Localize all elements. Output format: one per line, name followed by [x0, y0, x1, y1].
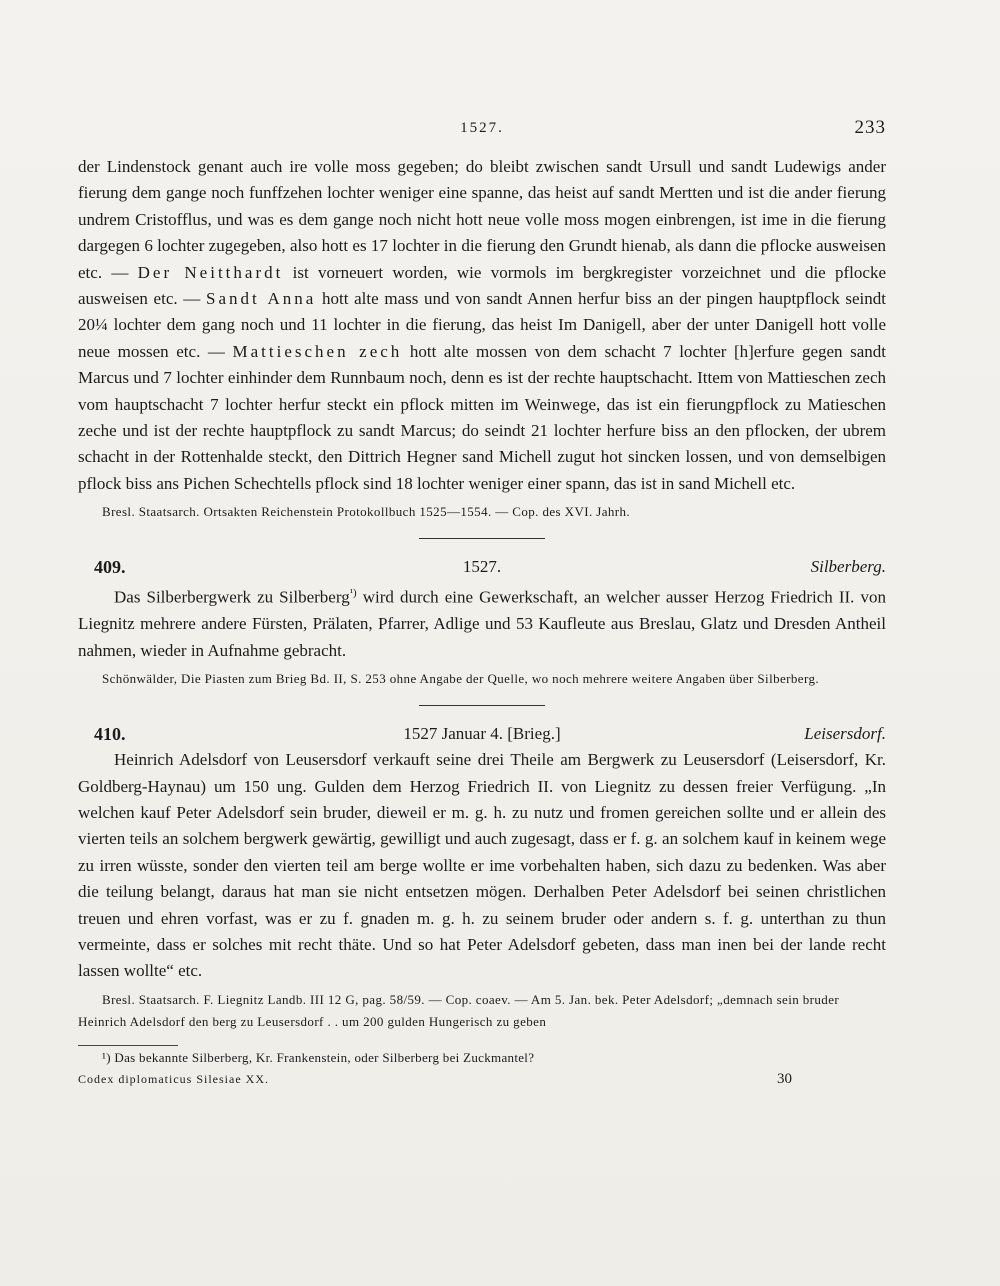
continuation-text: hott alte mass und von sandt Annen herfur biss an der pingen hauptpflock seindt 20¼ lochter dem gang noch und 11 lochter in die fierung, das heist Im Danigell, aber der unter Danigell hott volle neue mossen etc. — — [78, 289, 886, 361]
running-head — [78, 117, 886, 144]
continuation-paragraph — [78, 154, 886, 497]
document-date: 1527 Januar 4. [Brieg.] — [403, 724, 561, 744]
footnote-divider — [78, 1045, 178, 1046]
document-heading — [78, 554, 886, 580]
document-number: 410. — [94, 724, 126, 745]
document-number: 409. — [94, 557, 126, 578]
footnote-marker: ¹) — [349, 587, 357, 600]
document-place: Leisersdorf. — [804, 724, 886, 744]
regest-text: Das Silberbergwerk zu Silberberg — [114, 587, 350, 607]
document-regest: Heinrich Adelsdorf von Leusersdorf verkauft seine drei Theile am Bergwerk zu Leusersdorf (Leisersdorf, Kr. Goldberg-Haynau) um 150 ung. Gulden dem Herzog Friedrich II. von Liegnitz zu dessen freier Verfügung. „In welchen kauf Peter Adelsdorf sein bruder, dieweil er m. g. h. zu nutz und fromen gereichen sollte und er allein des vierten teils an solchem bergwerk gewärtig, gewilligt und auch zugesagt, dass er f. g. an solchem kauf in keinem wege zu irren wüsste, sonder den vierten teil am berge wollte er ime vorbehalten haben, sich dazu zu bedenken. Was aber die teilung belangt, daraus hat man sie nicht entsetzen mögen. Derhalben Peter Adelsdorf bei seinen christlichen treuen und ehren vorfast, was er zu f. gnaden m. g. h. zu seinem bruder oder andern s. f. g. unterthan zu thun vermeinte, dass er solches mit recht thäte. Und so hat Peter Adelsdorf gebeten, dass man inen bei der lande recht lassen wollte“ etc. — [78, 750, 886, 981]
section-divider — [419, 705, 545, 706]
section-divider — [419, 538, 545, 539]
document-date: 1527. — [462, 557, 502, 577]
continuation-text: hott alte mossen von dem schacht 7 lochter [h]erfure gegen sandt Marcus und 7 lochter einhinder dem Runnbaum noch, denn es ist der rechte hauptschacht. Ittem von Mattieschen zech vom hauptschacht 7 lochter herfur steckt ein pflock mitten im Weinwege, das ist ein fierungpflock zu Matieschen zeche und ist der rechte hauptpflock zu sandt Marcus; do seindt 21 lochter herfure biss an den pflocken, der ubrem schacht in der Rottenhalde steckt, den Dittrich Hegner sand Michell zugut hot sincken lossen, und von demselbigen pflock biss ans Pichen Schechtells pflock sind 18 lochter weniger einer spann, das ist in sand Michell etc. — [78, 341, 887, 493]
source-citation: Bresl. Staatsarch. F. Liegnitz Landb. III 12 G, pag. 58/59. — Cop. coaev. — Am 5. Jan. bek. Peter Adelsdorf; „demnach sein bruder Heinrich Adelsdorf den berg zu Leusersdorf . . um 200 gulden Hungerisch zu geben — [78, 991, 840, 1029]
continuation-text: der Lindenstock genant auch ire volle moss gegeben; do bleibt zwischen sandt Ursull und sandt Ludewigs ander fierung dem gange noch funffzehen lochter weniger eine spanne, das heist auf sandt Mertten und ist die ander fierung undrem Cristofflus, und was es dem gange noch nicht hott neue volle moss mogen einbrengen, ist ime in die fierung dargegen 6 lochter zugegeben, also hott es 17 lochter in die fierung den Grundt hienab, als dann die pflocke ausweisen etc. — — [78, 157, 886, 282]
continuation-text: ist vorneuert worden, wie vormols im bergkregister vorzeichnet und die pflocke ausweisen etc. — — [78, 262, 886, 309]
printer-signature — [78, 1068, 886, 1090]
mine-name-mattieschen-zech: Mattieschen zech — [232, 341, 403, 361]
running-head-year: 1527. — [460, 120, 504, 136]
page-body — [78, 154, 886, 1090]
source-citation: Bresl. Staatsarch. Ortsakten Reichenstein Protokollbuch 1525—1554. — Cop. des XVI. Jahrh. — [102, 504, 631, 520]
signature-title: Codex diplomaticus Silesiae XX. — [78, 1071, 269, 1086]
mine-name-sandt-anna: Sandt Anna — [206, 289, 317, 309]
document-heading — [78, 721, 886, 747]
document-place: Silberberg. — [810, 557, 886, 577]
signature-number: 30 — [777, 1070, 792, 1087]
document-regest — [78, 580, 886, 664]
footnote: ¹) Das bekannte Silberberg, Kr. Frankenstein, oder Silberberg bei Zuckmantel? — [102, 1049, 535, 1065]
source-citation: Schönwälder, Die Piasten zum Brieg Bd. II, S. 253 ohne Angabe der Quelle, wo noch mehrere weitere Angaben über Silberberg. — [102, 671, 819, 687]
page-number: 233 — [854, 117, 886, 138]
mine-name-neitthardt: Der Neitthardt — [137, 262, 284, 282]
regest-text: wird durch eine Gewerkschaft, an welcher ausser Herzog Friedrich II. von Liegnitz mehrere andere Fürsten, Prälaten, Pfarrer, Adlige und 53 Kaufleute aus Breslau, Glatz und Dresden Antheil nahmen, wieder in Aufnahme gebracht. — [78, 587, 887, 660]
